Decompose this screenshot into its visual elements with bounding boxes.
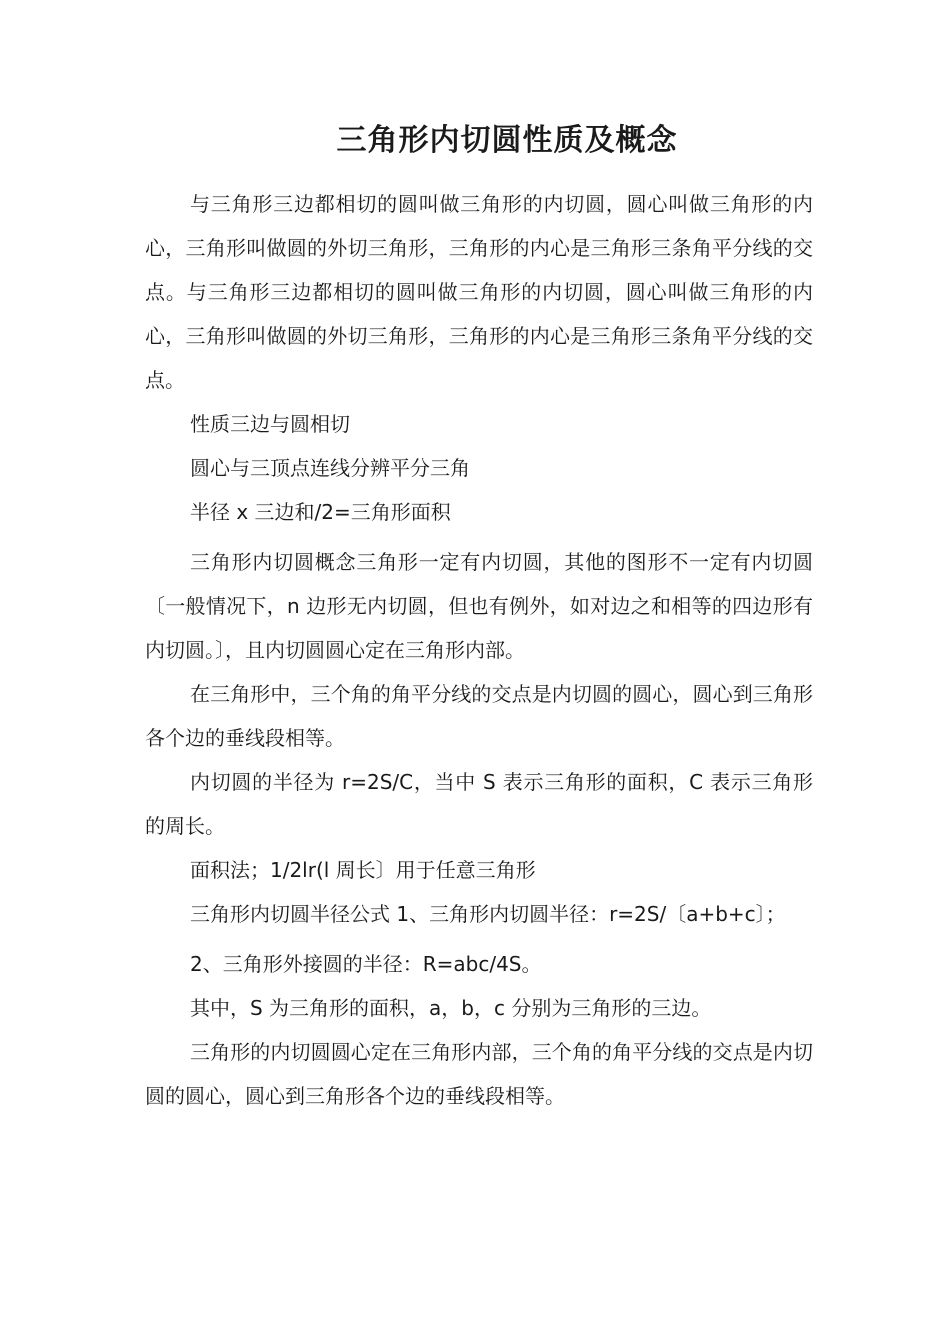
paragraph-property-bisect: 圆心与三顶点连线分辨平分三角 <box>190 456 470 480</box>
document-title: 三角形内切圆性质及概念 <box>336 123 678 158</box>
paragraph-circumradius-formula: 2、三角形外接圆的半径：R=abc/4S。 <box>190 952 542 976</box>
paragraph-radius-formula: 内切圆的半径为 r=2S/C，当中 S 表示三角形的面积，C 表示三角形的周长。 <box>145 770 813 838</box>
paragraph-variables: 其中，S 为三角形的面积，a，b，c 分别为三角形的三边。 <box>190 996 712 1020</box>
paragraph-property-tangent: 性质三边与圆相切 <box>190 412 350 436</box>
paragraph-incenter-summary: 三角形的内切圆圆心定在三角形内部，三个角的角平分线的交点是内切圆的圆心，圆心到三角形各个边的垂线段相等。 <box>145 1040 813 1108</box>
paragraph-incircle-definition: 与三角形三边都相切的圆叫做三角形的内切圆，圆心叫做三角形的内心，三角形叫做圆的外切三角形，三角形的内心是三角形三条角平分线的交点。与三角形三边都相切的圆叫做三角形的内切圆，圆心叫做三角形的内心，三角形叫做圆的外切三角形，三角形的内心是三角形三条角平分线的交点。 <box>145 192 813 392</box>
paragraph-area-method: 面积法；1/2lr(l 周长〕用于任意三角形 <box>190 858 536 882</box>
paragraph-property-area: 半径 x 三边和/2=三角形面积 <box>190 500 451 524</box>
paragraph-incircle-concept: 三角形内切圆概念三角形一定有内切圆，其他的图形不一定有内切圆〔一般情况下，n 边形无内切圆，但也有例外，如对边之和相等的四边形有内切圆。〕，且内切圆圆心定在三角形内部。 <box>145 550 813 662</box>
document-body <box>145 182 813 1118</box>
paragraph-angle-bisectors: 在三角形中，三个角的角平分线的交点是内切圆的圆心，圆心到三角形各个边的垂线段相等。 <box>145 682 813 750</box>
paragraph-radius-formula-1: 三角形内切圆半径公式 1、三角形内切圆半径：r=2S/〔a+b+c〕； <box>190 902 786 926</box>
